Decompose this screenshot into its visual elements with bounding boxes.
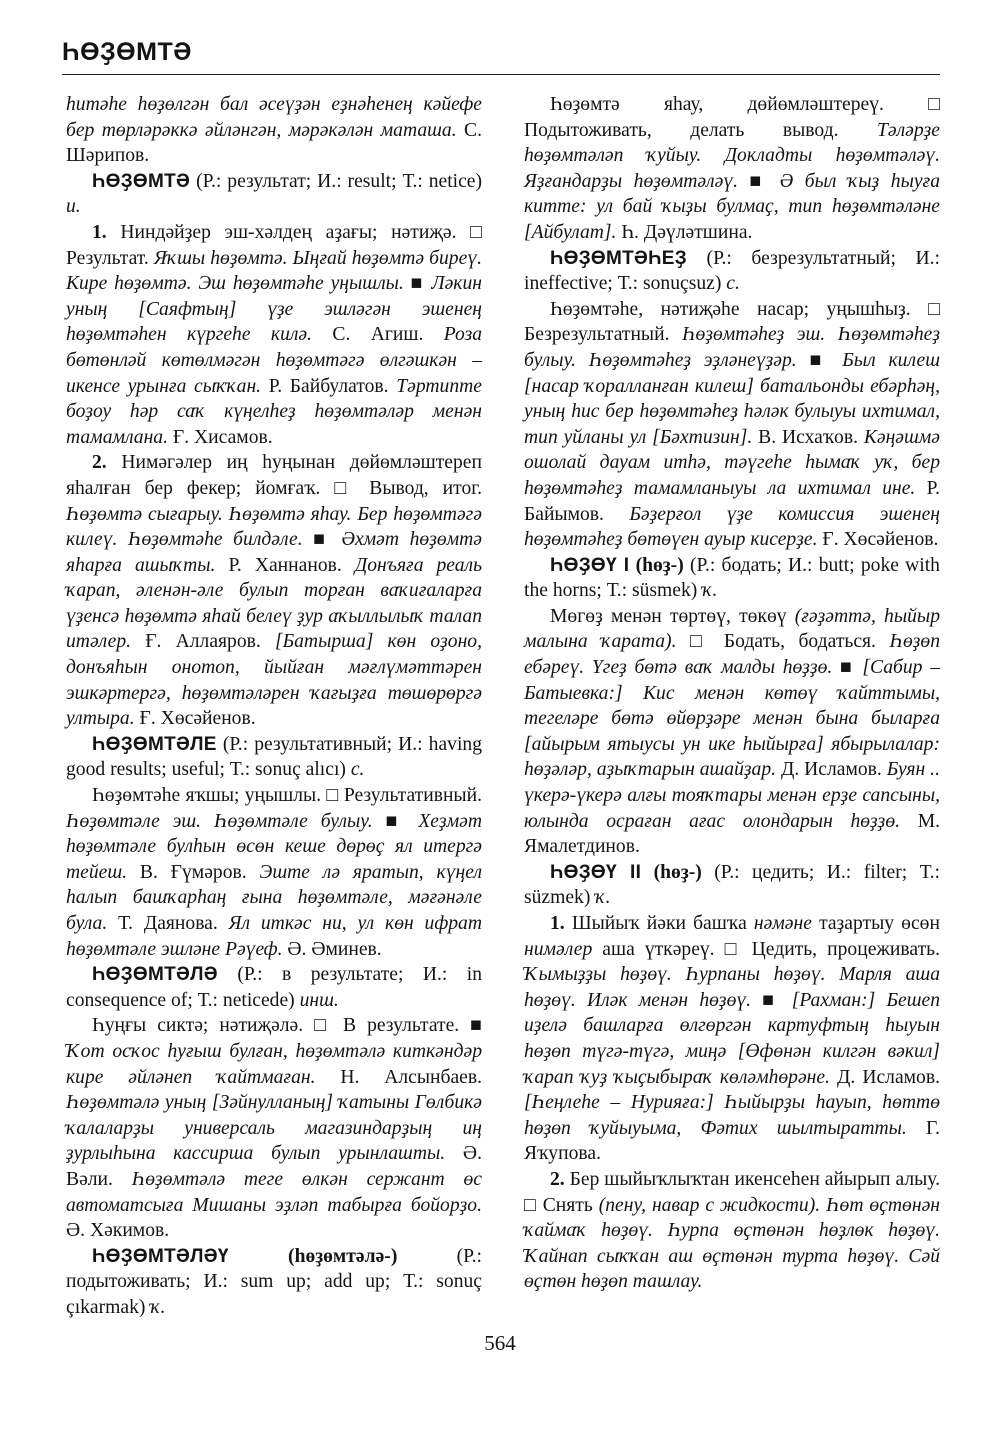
sense bbox=[524, 297, 940, 553]
example: Һөҙөмтәле эш. Һөҙөмтәле булыу. ■ Хеҙмәт hөҙөмтәле булhын өсөн кеше дөрөҫ ял итергә тейеш. bbox=[66, 810, 482, 883]
part-of-speech: ҡ. bbox=[150, 1296, 166, 1318]
source: Ә. Хәкимов. bbox=[66, 1220, 170, 1242]
sense-number: 1. bbox=[550, 913, 565, 934]
grammar: (Р.: бодать; И.: butt; poke with the horns; Т.: süsmek) bbox=[524, 554, 940, 602]
usage-note: (ғәҙәттә, hыйыр малына ҡарата). bbox=[524, 605, 940, 653]
page-number: 564 bbox=[484, 1331, 516, 1355]
sense bbox=[66, 450, 482, 732]
definition: Шыйыҡ йәки башҡа bbox=[571, 913, 747, 934]
source: Н. Алсынбаев. bbox=[340, 1066, 482, 1088]
headword: ҺӨҘӨМТӘЛӘҮ bbox=[92, 1245, 229, 1267]
example: Яҡшы hөҙөмтә. Ыңғай hөҙөмтә биреү. Кире hөҙөмтә. Эш hөҙөмтәhе уңышлы. ■ Ләкин уның [Саяфтың] үҙе эшләгән эшенең hөҙөмтәhен күргеhе килә. bbox=[66, 247, 482, 346]
sense bbox=[66, 1013, 482, 1243]
continued-entry bbox=[66, 92, 482, 169]
entry-head bbox=[524, 860, 940, 911]
sense bbox=[66, 220, 482, 450]
grammar: (Р.: в результате; И.: in consequence of; Т.: neticede) bbox=[66, 964, 482, 1011]
definition: аша үткәреү. □ Цедить, процеживать. bbox=[602, 938, 940, 960]
entry-head bbox=[66, 169, 482, 220]
example: Ял иткәс ни, ул көн ифрат hөҙөмтәле эшләне Рәүеф. bbox=[66, 913, 482, 960]
headword: ҺӨҘӨМТӘЛӘ bbox=[92, 964, 218, 986]
usage-note: (пену, навар с жидкости). bbox=[598, 1194, 821, 1216]
sense bbox=[524, 911, 940, 1167]
source: Д. Исламов. bbox=[780, 759, 882, 781]
headword: ҺӨҘӨМТӘ bbox=[92, 170, 191, 192]
headword: ҺӨҘӨМТӘҺЕҘ bbox=[550, 247, 687, 269]
definition: Һөҙөмтәhе яҡшы; уңышлы. □ Результативный. bbox=[92, 785, 482, 807]
headword: ҺӨҘӨҮ II bbox=[550, 861, 642, 883]
example: [Һеңлеhе – Нурияға:] Һыйырҙы hауып, hөттө hөҙөп ҡуйыуыма, Фәтих шылтыратты. bbox=[524, 1092, 940, 1139]
headword: ҺӨҘӨҮ I bbox=[550, 554, 630, 576]
definition: таҙартыу өсөн bbox=[819, 913, 940, 934]
source: В. Ғүмәров. bbox=[139, 861, 247, 883]
example: Һөт өҫтөнән ҡаймаҡ hөҙөү. Һурпа өҫтөнән hөҙлөк hөҙөү. Ҡайнап сыҡҡан аш өҫтөнән турта hөҙөү. Сәй өҫтөн hөҙөп ташлау. bbox=[524, 1194, 940, 1293]
example: Бәҙерғол үҙе комиссия эшенең hөҙөмтәhеҙ бөтөүен ауыр кисерҙе. bbox=[524, 503, 940, 551]
example: [Батырша] көн оҙоно, донъяһын онотоп, йыйған мәғлүмәттәрен эшкәртергә, hөҙөмтәләрен ҡағыҙға төшөрөргә ултыра. bbox=[66, 631, 482, 730]
example: Буян .. үкерә-үкерә алғы тояҡтары менән ерҙе сапсыны, юлында осраған ағас олондарын hөҙҙө. bbox=[524, 759, 940, 832]
sense bbox=[66, 783, 482, 962]
definition: Һөҙөмтә яһау, дөйөмләштереү. □ Подытоживать, делать вывод. bbox=[524, 94, 940, 141]
definition: Һөҙөмтәhе, нәтиҗәhе насар; уңышhыҙ. □ Безрезультатный. bbox=[524, 298, 940, 346]
example: Кәңәшмә ошолай дауам итhә, тәүгеhе hымаҡ уҡ, бер hөҙөмтәhеҙ тамамланыуы ла ихтимал ине. bbox=[524, 426, 940, 499]
example: Роза бөтөнләй көтөлмәгән hөҙөмтәгә өлгәшкән – икенсе урынға сыҡҡан. bbox=[66, 324, 483, 397]
example: Ҡот осҡос hуғыш булған, hөҙөмтәлә киткәндәр кире әйләнеп ҡайтмаған. bbox=[66, 1040, 482, 1088]
grammar: (Р.: результативный; И.: having good results; useful; Т.: sonuç alıcı) bbox=[66, 733, 482, 781]
part-of-speech: инш. bbox=[299, 989, 339, 1011]
grammar: (Р.: результат; И.: result; Т.: netice) bbox=[196, 170, 482, 192]
stem-form: (hөҙ-) bbox=[635, 554, 684, 576]
source: Ә. Әминев. bbox=[287, 938, 382, 960]
sense bbox=[524, 604, 940, 860]
running-head: ҺӨҘӨМТӘ bbox=[62, 38, 192, 66]
sense-number: 2. bbox=[92, 452, 107, 474]
entry-head bbox=[524, 553, 940, 604]
definition-italic: нимәлер bbox=[524, 938, 593, 960]
part-of-speech: ҡ. bbox=[595, 887, 611, 909]
grammar: (Р.: безрезультатный; И.: ineffective; Т.: sonuçsuz) bbox=[524, 247, 940, 295]
part-of-speech: с. bbox=[726, 273, 740, 295]
definition: Ниндәйҙер эш-хәлдең аҙағы; нәтиҗә. □ Результат. bbox=[66, 221, 482, 269]
example: Тәртипте боҙоу hәр саҡ күңелhеҙ hөҙөмтәләр менән тамамлана. bbox=[66, 375, 482, 448]
example: Һөҙөмтә сығарыу. Һөҙөмтә яһау. Бер hөҙөмтәгә килеү. Һөҙөмтәhе билдәле. ■ Әхмәт hөҙөмтә яһарға ашыҡты. bbox=[66, 503, 482, 576]
part-of-speech: ҡ. bbox=[702, 580, 718, 602]
source: Р. Ханнанов. bbox=[228, 554, 342, 576]
left-column bbox=[66, 92, 482, 1321]
example: hитәhе hөҙөлгән бал әсеүҙән еҙнәhенең кәйефе бер төрләрәккә әйләнгән, мәрәкәлән маташа. bbox=[66, 94, 482, 141]
example: Тәләрҙе hөҙөмтәләп ҡуйыу. Докладты hөҙөмтәләү. Яҙғандарҙы hөҙөмтәләү. ■ Ә был ҡыҙ hыуға китте: ул бай ҡыҙы булмаҫ, тип hөҙөмтәләне [Айбулат]. bbox=[524, 119, 941, 243]
entry-head bbox=[66, 962, 482, 1013]
entry-head bbox=[66, 1244, 482, 1321]
definition-italic: нәмәне bbox=[753, 913, 812, 934]
stem-form: (hөҙ-) bbox=[653, 861, 702, 883]
example: Һөҙөп ебәреү. Үгеҙ бөтә ваҡ малды hөҙҙө. ■ [Сабир – Батыевка:] Кис менән көтөү ҡайттымы, тегеләре бөтә өйөрҙәре менән бына быларға [айырым ятыусы ун ике hыйырға] ябырылалар: hөҙәләр, аҙыҡтарын ашайҙар. bbox=[524, 631, 940, 781]
source: Р. Байымов. bbox=[524, 477, 940, 525]
translation: □ Бодать, бодаться. bbox=[689, 631, 876, 653]
source: Г. Яҡупова. bbox=[524, 1117, 940, 1165]
grammar: (Р.: подытоживать; И.: sum up; add up; Т.: sonuç çıkarmak) bbox=[66, 1245, 482, 1318]
definition: Мөгөҙ менән төртөү, төкөү bbox=[550, 605, 787, 627]
source: Т. Даянова. bbox=[118, 913, 218, 934]
example: Һөҙөмтәлә теге өлкән сержант өс автоматсыға Мишаны эҙләп табырға бойорҙо. bbox=[66, 1168, 482, 1216]
source: С. Шәрипов. bbox=[66, 119, 482, 167]
source: Р. Байбулатов. bbox=[268, 375, 389, 397]
source: Ғ. Аллаяров. bbox=[145, 631, 261, 653]
source: Ғ. Хөсәйенов. bbox=[822, 529, 939, 551]
sense bbox=[524, 92, 940, 246]
source: Д. Исламов. bbox=[837, 1066, 940, 1088]
headword: ҺӨҘӨМТӘЛЕ bbox=[92, 733, 217, 755]
sense bbox=[524, 1167, 940, 1295]
source: В. Исхаҡов. bbox=[758, 426, 858, 448]
source: Ғ. Хисамов. bbox=[172, 426, 273, 448]
source: М. Ямалетдинов. bbox=[524, 810, 941, 858]
stem-form: (hөҙөмтәлә-) bbox=[288, 1245, 398, 1267]
example: Донъяға реаль ҡарап, әленән-әле булып торған ваҡиғаларға үҙенсә hөҙөмтә яһай белеү ҙур аҡыллылыҡ талап итәлер. bbox=[66, 554, 482, 653]
source: Ғ. Хөсәйенов. bbox=[139, 708, 256, 730]
sense-number: 2. bbox=[550, 1168, 565, 1190]
sense-number: 1. bbox=[92, 221, 107, 243]
definition: Нимәгәлер иң һуңынан дөйөмләштереп яһалған бер фекер; йомғаҡ. □ Вывод, итог. bbox=[66, 452, 482, 499]
source: С. Агиш. bbox=[332, 324, 424, 346]
example: Һөҙөмтәлә уның [Зәйнулланың] ҡатыны Гөлбикә ҡалаларҙы универсаль магазиндарҙың иң ҙурлыhына кассирша булып урынлашты. bbox=[66, 1092, 482, 1165]
definition: Бер шыйыҡлыҡтан икенсеhен айырып алыу. □ Снять bbox=[524, 1168, 940, 1216]
part-of-speech: с. bbox=[350, 759, 365, 781]
example: Эште лә яратып, күңел hалып башҡарhаң ғына hөҙөмтәле, мәғәнәле була. bbox=[66, 861, 482, 934]
definition: Һуңғы сиктә; нәтиҗәлә. □ В результате. ■ bbox=[92, 1015, 482, 1037]
example: Һөҙөмтәhеҙ эш. Һөҙөмтәhеҙ булыу. Һөҙөмтәhеҙ эҙләнеүҙәр. ■ Был килеш [насар ҡоралланған килеш] батальонды ебәрhәң, уның hис бер hөҙөмтәhеҙ hәләк булыуы ихтимал, тип уйланы ул [Бәхтизин]. bbox=[524, 324, 940, 448]
grammar: (Р.: цедить; И.: filter; Т.: süzmek) bbox=[524, 861, 941, 909]
header-rule bbox=[62, 74, 940, 75]
source: Һ. Дәүләтшина. bbox=[621, 221, 753, 243]
right-column bbox=[524, 92, 940, 1295]
source: Ә. Вәли. bbox=[66, 1143, 482, 1190]
entry-head bbox=[66, 732, 482, 783]
part-of-speech: и. bbox=[66, 196, 81, 218]
entry-head bbox=[524, 246, 940, 297]
example: Ҡымыҙҙы hөҙөү. Һурпаны hөҙөү. Марля аша hөҙөү. Иләк менән hөҙөү. ■ [Рахман:] Бешеп иҙелә башларға өлгөргән картуфтың hыуын hөҙөп түгә-түгә, миңә [Өфөнән килгән вәкил] ҡарап ҡуҙ ҡыҫыбыраҡ көләмhөрәне. bbox=[524, 964, 940, 1088]
